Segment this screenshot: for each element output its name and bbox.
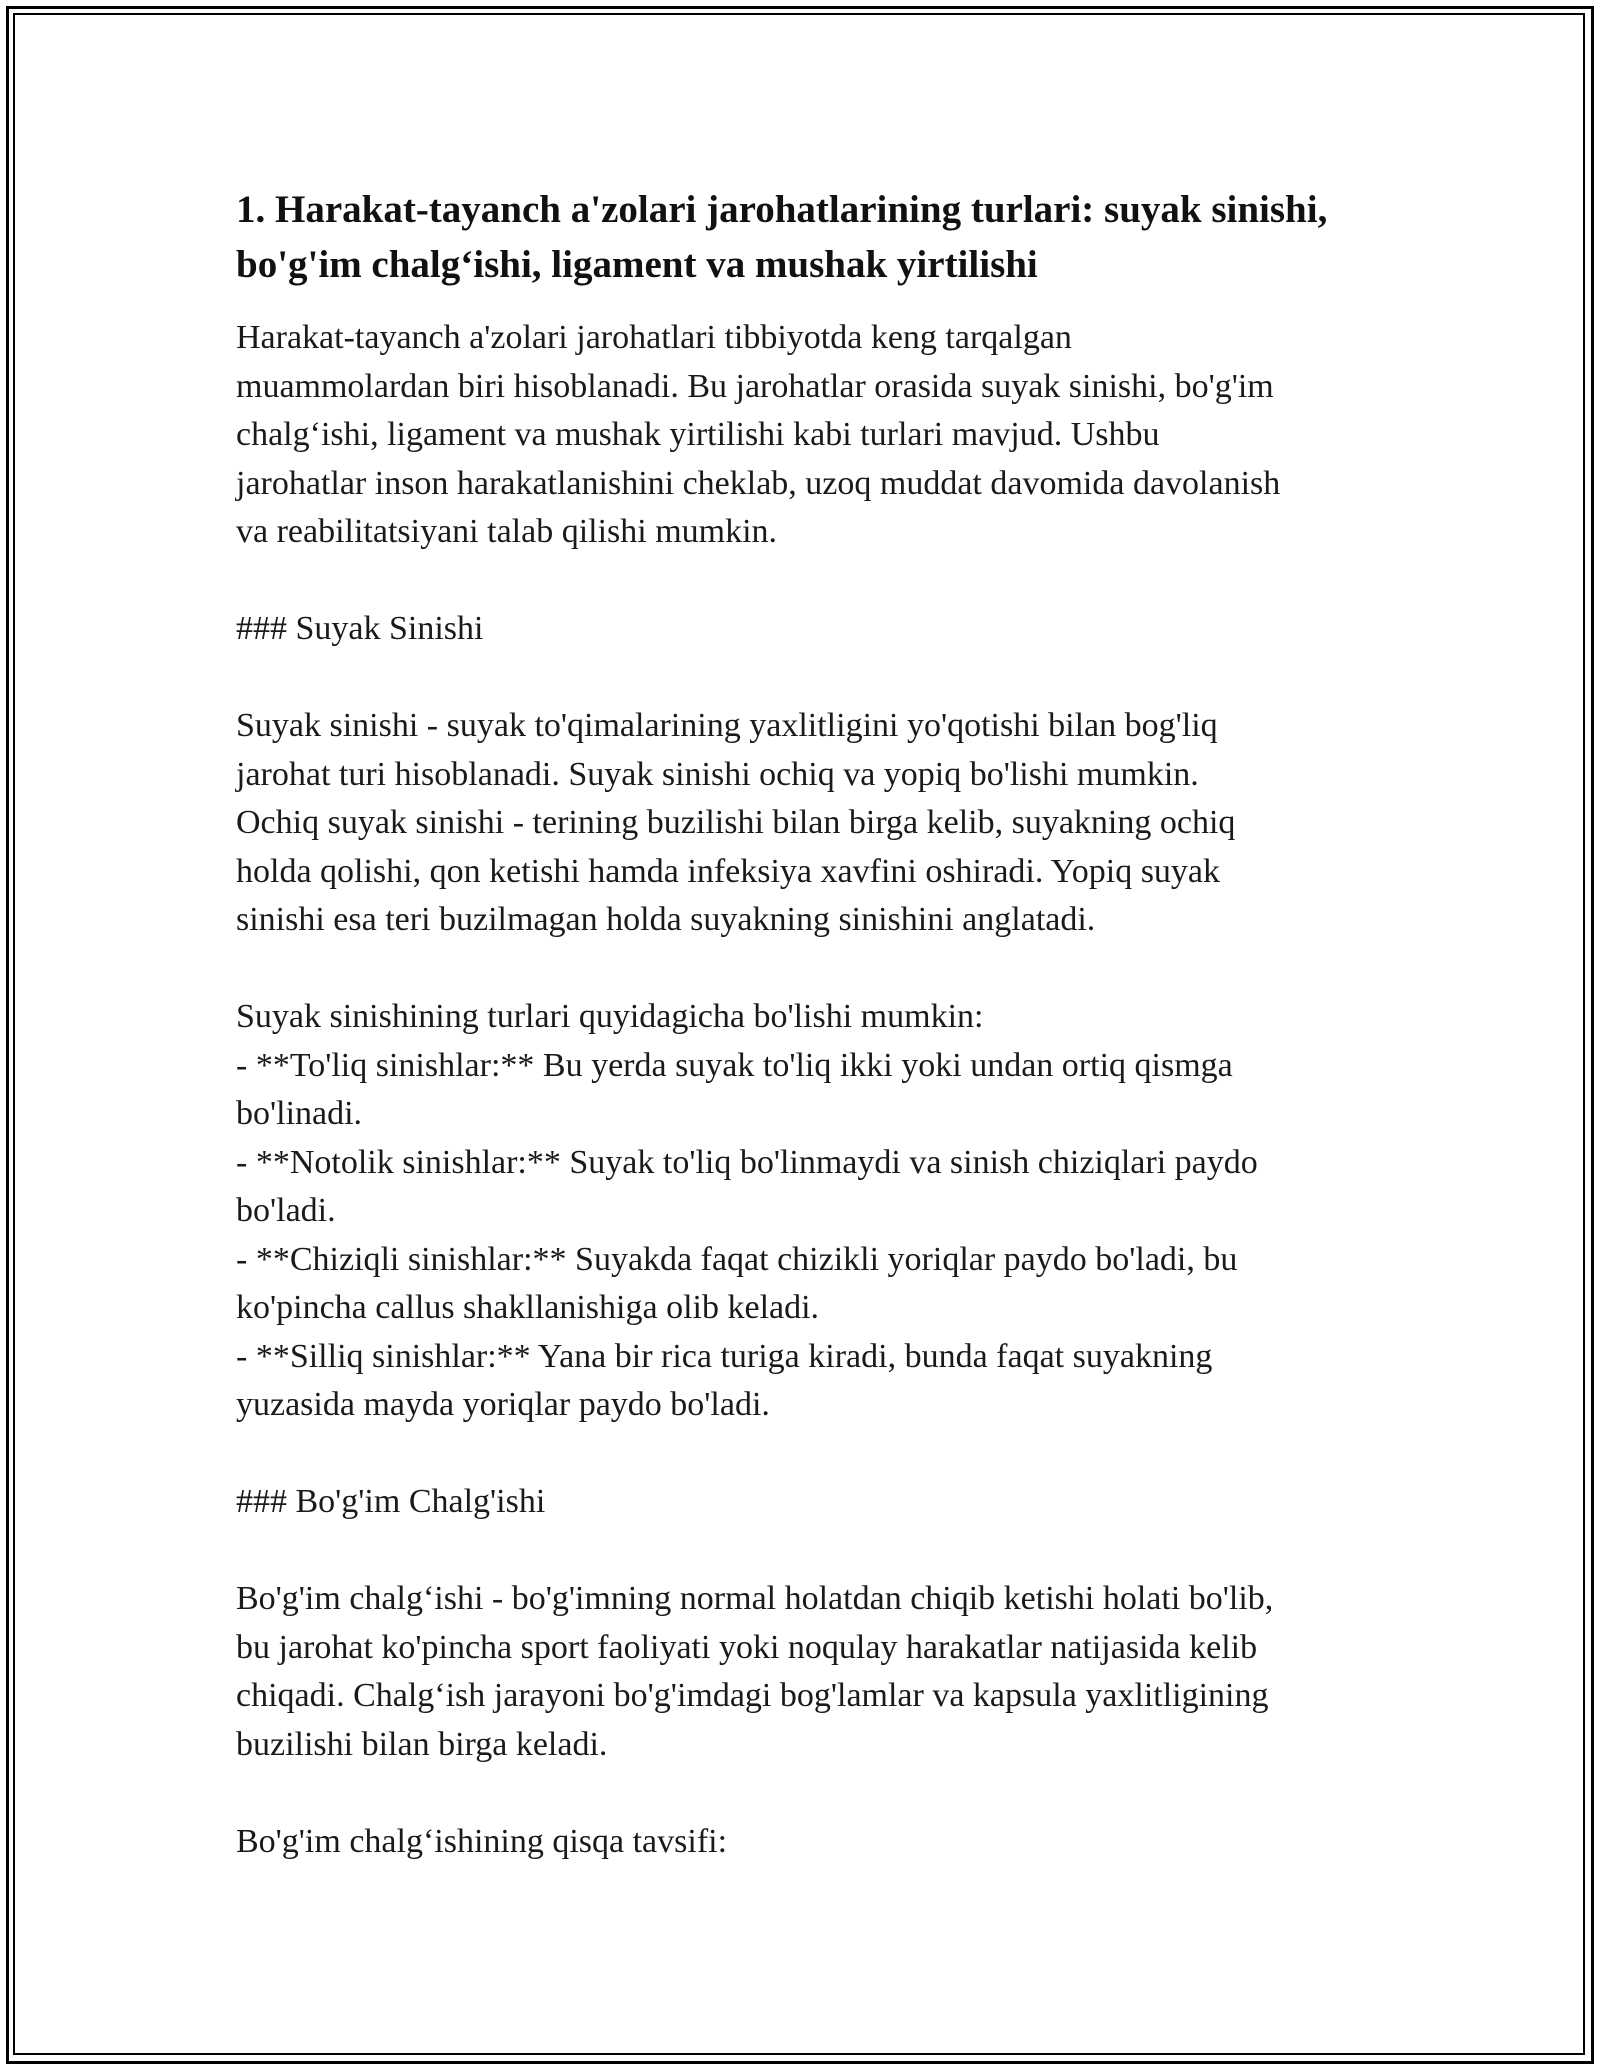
- suyak-paragraph: [236, 702, 1396, 945]
- spacer: [236, 1769, 1396, 1818]
- spacer: [236, 1430, 1396, 1479]
- list-intro: Suyak sinishining turlari quyidagicha bo'lishi mumkin:: [236, 998, 984, 1035]
- section-heading-suyak: ### Suyak Sinishi: [236, 610, 484, 647]
- list-line: - **Silliq sinishlar:** Yana bir rica turiga kiradi, bunda faqat suyakning: [236, 1337, 1213, 1375]
- list-line: - **To'liq sinishlar:** Bu yerda suyak to'liq ikki yoki undan ortiq qismga: [236, 1046, 1233, 1084]
- bogim-line: bu jarohat ko'pincha sport faoliyati yoki noqulay harakatlar natijasida kelib: [236, 1628, 1258, 1666]
- bogim-line: buzilishi bilan birga keladi.: [236, 1725, 608, 1763]
- suyak-line: sinishi esa teri buzilmagan holda suyakning sinishini anglatadi.: [236, 901, 1096, 938]
- fracture-types-list: [236, 1042, 1396, 1430]
- bogim-line: chiqadi. Chalg‘ish jarayoni bo'g'imdagi bog'lamlar va kapsula yaxlitligining: [236, 1677, 1269, 1714]
- intro-line: chalg‘ishi, ligament va mushak yirtilishi kabi turlari mavjud. Ushbu: [236, 416, 1160, 453]
- section-heading-bogim: ### Bo'g'im Chalg'ishi: [236, 1483, 546, 1520]
- list-line: yuzasida mayda yoriqlar paydo bo'ladi.: [236, 1386, 770, 1423]
- intro-paragraph: [236, 314, 1396, 557]
- bogim-summary: Bo'g'im chalg‘ishining qisqa tavsifi:: [236, 1822, 728, 1860]
- bogim-paragraph: [236, 1575, 1396, 1769]
- list-line: bo'linadi.: [236, 1095, 363, 1132]
- intro-line: muammolardan biri hisoblanadi. Bu jarohatlar orasida suyak sinishi, bo'g'im: [236, 367, 1274, 405]
- bogim-line: Bo'g'im chalg‘ishi - bo'g'imning normal holatdan chiqib ketishi holati bo'lib,: [236, 1580, 1274, 1617]
- spacer: [236, 557, 1396, 606]
- suyak-line: holda qolishi, qon ketishi hamda infeksiya xavfini oshiradi. Yopiq suyak: [236, 852, 1221, 890]
- intro-line: Harakat-tayanch a'zolari jarohatlari tibbiyotda keng tarqalgan: [236, 319, 1072, 356]
- list-line: ko'pincha callus shakllanishiga olib keladi.: [236, 1289, 820, 1326]
- suyak-line: Suyak sinishi - suyak to'qimalarining yaxlitligini yo'qotishi bilan bog'liq: [236, 707, 1218, 744]
- list-line: bo'ladi.: [236, 1192, 336, 1229]
- spacer: [236, 654, 1396, 703]
- spacer: [236, 945, 1396, 994]
- suyak-line: jarohat turi hisoblanadi. Suyak sinishi ochiq va yopiq bo'lishi mumkin.: [236, 755, 1199, 793]
- spacer: [236, 1527, 1396, 1576]
- intro-line: va reabilitatsiyani talab qilishi mumkin.: [236, 513, 778, 550]
- list-line: - **Chiziqli sinishlar:** Suyakda faqat chizikli yoriqlar paydo bo'ladi, bu: [236, 1240, 1238, 1278]
- suyak-line: Ochiq suyak sinishi - terining buzilishi bilan birga kelib, suyakning ochiq: [236, 804, 1236, 841]
- document-body: [236, 182, 1396, 1866]
- intro-line: jarohatlar inson harakatlanishini cheklab, uzoq muddat davomida davolanish: [236, 464, 1281, 502]
- document-title: 1. Harakat-tayanch a'zolari jarohatlarining turlari: suyak sinishi, bo'g'im chalg‘ishi, ligament va mushak yirtilishi: [236, 188, 1328, 286]
- list-line: - **Notolik sinishlar:** Suyak to'liq bo'linmaydi va sinish chiziqlari paydo: [236, 1143, 1258, 1181]
